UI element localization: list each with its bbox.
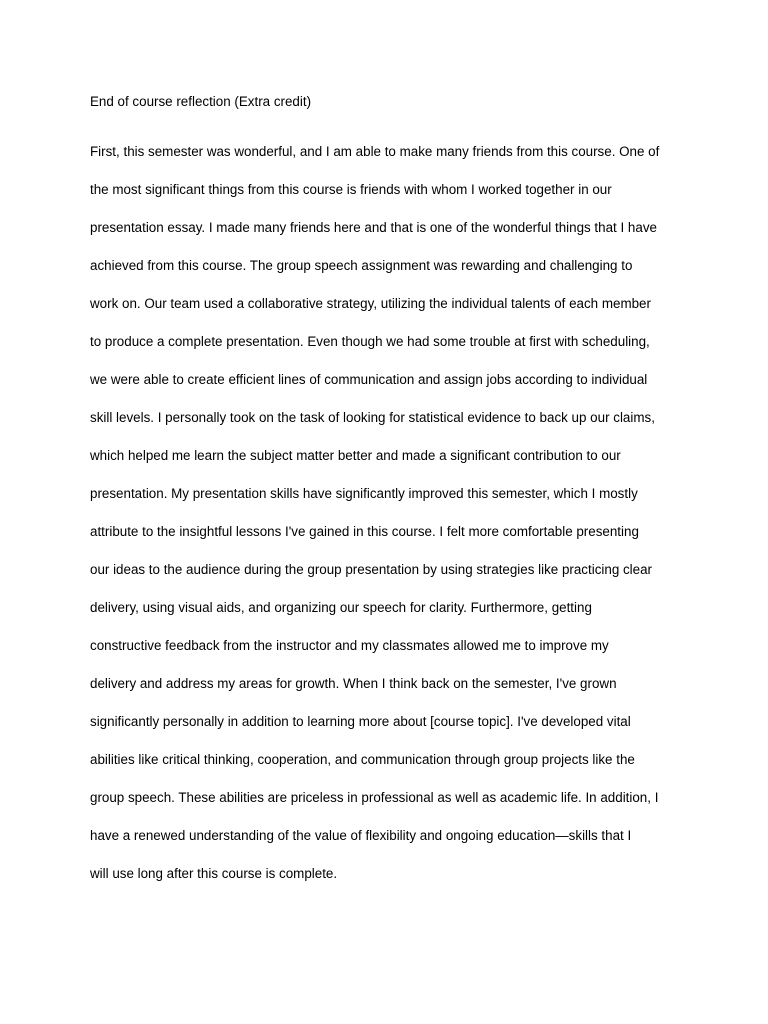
body-line: will use long after this course is complete.: [90, 866, 338, 881]
document-body: [90, 141, 690, 901]
body-line: attribute to the insightful lessons I've gained in this course. I felt more comfortable presenting: [90, 524, 639, 539]
body-line: we were able to create efficient lines of communication and assign jobs according to individual: [90, 372, 648, 387]
body-line: our ideas to the audience during the group presentation by using strategies like practicing clear: [90, 562, 653, 577]
document-title: End of course reflection (Extra credit): [90, 94, 312, 109]
body-line: which helped me learn the subject matter better and made a significant contribution to our: [90, 448, 621, 463]
body-line: abilities like critical thinking, cooperation, and communication through group projects like the: [90, 752, 635, 767]
body-line: delivery, using visual aids, and organizing our speech for clarity. Furthermore, getting: [90, 600, 592, 615]
body-line: First, this semester was wonderful, and I am able to make many friends from this course. One of: [90, 144, 660, 159]
body-line: delivery and address my areas for growth. When I think back on the semester, I've grown: [90, 676, 617, 691]
body-line: presentation essay. I made many friends here and that is one of the wonderful things that I have: [90, 220, 657, 235]
body-line: achieved from this course. The group speech assignment was rewarding and challenging to: [90, 258, 633, 273]
body-line: constructive feedback from the instructor and my classmates allowed me to improve my: [90, 638, 609, 653]
body-line: work on. Our team used a collaborative strategy, utilizing the individual talents of each member: [90, 296, 651, 311]
body-line: the most significant things from this course is friends with whom I worked together in our: [90, 182, 612, 197]
body-line: presentation. My presentation skills have significantly improved this semester, which I mostly: [90, 486, 638, 501]
body-line: group speech. These abilities are priceless in professional as well as academic life. In addition, I: [90, 790, 659, 805]
body-line: have a renewed understanding of the value of flexibility and ongoing education—skills that I: [90, 828, 632, 843]
body-line: to produce a complete presentation. Even though we had some trouble at first with scheduling,: [90, 334, 650, 349]
body-line: skill levels. I personally took on the task of looking for statistical evidence to back up our claims,: [90, 410, 655, 425]
body-line: significantly personally in addition to learning more about [course topic]. I've developed vital: [90, 714, 631, 729]
